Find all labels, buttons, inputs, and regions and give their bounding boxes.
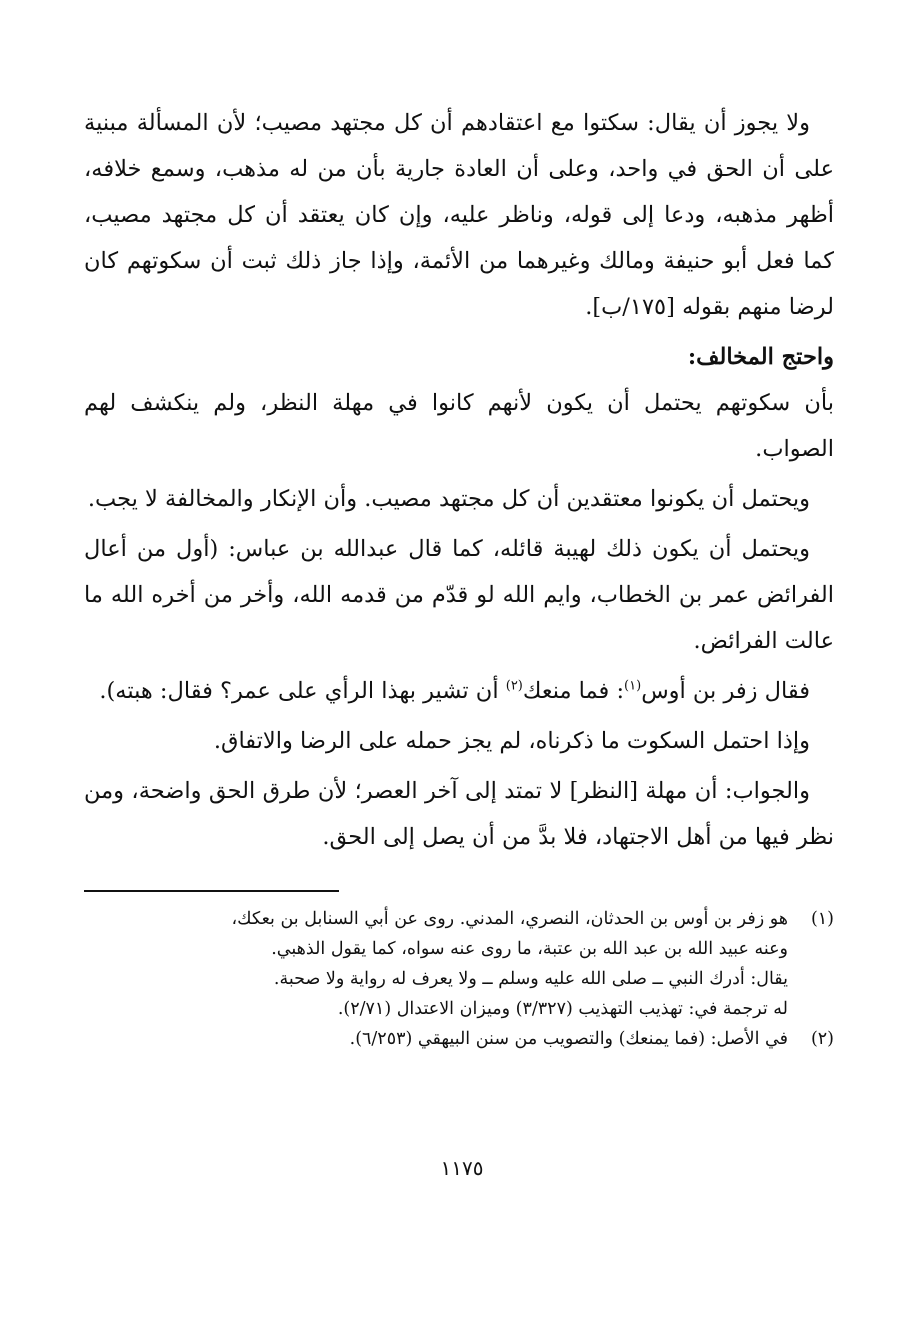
footnotes xyxy=(84,904,834,1054)
paragraph-1: ولا يجوز أن يقال: سكتوا مع اعتقادهم أن كل مجتهد مصيب؛ لأن المسألة مبنية على أن الحق في واحد، وعلى أن العادة جارية بأن من له مذهب، وسمع خلافه، أظهر مذهبه، ودعا إلى قوله، وناظر عليه، وإن كان يعتقد أن كل مجتهد مصيب، كما فعل أبو حنيفة ومالك وغيرهما من الأئمة، وإذا جاز ذلك ثبت أن سكوتهم كان لرضا منهم بقوله [١٧٥/ب]. xyxy=(84,110,834,320)
footnote-mark-1[interactable]: (١) xyxy=(624,678,642,694)
footnote-line: هو زفر بن أوس بن الحدثان، النصري، المدني. روى عن أبي السنابل بن بعكك، xyxy=(231,909,788,929)
paragraph-4: ويحتمل أن يكون ذلك لهيبة قائله، كما قال عبدالله بن عباس: (أول من أعال الفرائض عمر بن الخطاب، وايم الله لو قدّم من قدمه الله، وأخر من أخره الله ما عالت الفرائض. xyxy=(84,536,834,654)
footnote-2 xyxy=(84,1024,834,1054)
footnote-line: في الأصل: (فما يمنعك) والتصويب من سنن البيهقي (٦/٢٥٣). xyxy=(349,1029,788,1049)
footnote-line: يقال: أدرك النبي ــ صلى الله عليه وسلم ــ ولا يعرف له رواية ولا صحبة. xyxy=(273,969,788,989)
paragraph-5 xyxy=(84,668,834,714)
main-text xyxy=(84,100,834,860)
paragraph-5-part-c: أن تشير بهذا الرأي على عمر؟ فقال: هبته). xyxy=(99,678,506,704)
page-number: ١١٧٥ xyxy=(440,1156,484,1180)
paragraph-3: ويحتمل أن يكونوا معتقدين أن كل مجتهد مصيب. وأن الإنكار والمخالفة لا يجب. xyxy=(87,486,810,512)
footnote-body xyxy=(84,904,788,1024)
paragraph-7: والجواب: أن مهلة [النظر] لا تمتد إلى آخر العصر؛ لأن طرق الحق واضحة، ومن نظر فيها من أهل الاجتهاد، فلا بدَّ من أن يصل إلى الحق. xyxy=(84,778,834,850)
paragraph-5-part-a: فقال زفر بن أوس xyxy=(641,678,810,704)
footnote-1 xyxy=(84,904,834,1024)
paragraph-2: بأن سكوتهم يحتمل أن يكون لأنهم كانوا في مهلة النظر، ولم ينكشف لهم الصواب. xyxy=(84,390,834,462)
footnote-separator xyxy=(84,890,339,892)
footnote-line: له ترجمة في: تهذيب التهذيب (٣/٣٢٧) وميزان الاعتدال (٢/٧١). xyxy=(337,999,788,1019)
footnote-line: وعنه عبيد الله بن عبد الله بن عتبة، ما روى عنه سواه، كما يقول الذهبي. xyxy=(271,939,788,959)
footnote-body xyxy=(84,1024,788,1054)
footnote-number: (٢) xyxy=(810,1029,834,1049)
paragraph-5-part-b: : فما منعك xyxy=(522,678,625,704)
paragraph-6: وإذا احتمل السكوت ما ذكرناه، لم يجز حمله على الرضا والاتفاق. xyxy=(213,728,810,754)
footnote-number: (١) xyxy=(810,909,834,929)
section-heading: واحتج المخالف: xyxy=(687,344,834,370)
footnote-mark-2[interactable]: (٢) xyxy=(505,678,523,694)
